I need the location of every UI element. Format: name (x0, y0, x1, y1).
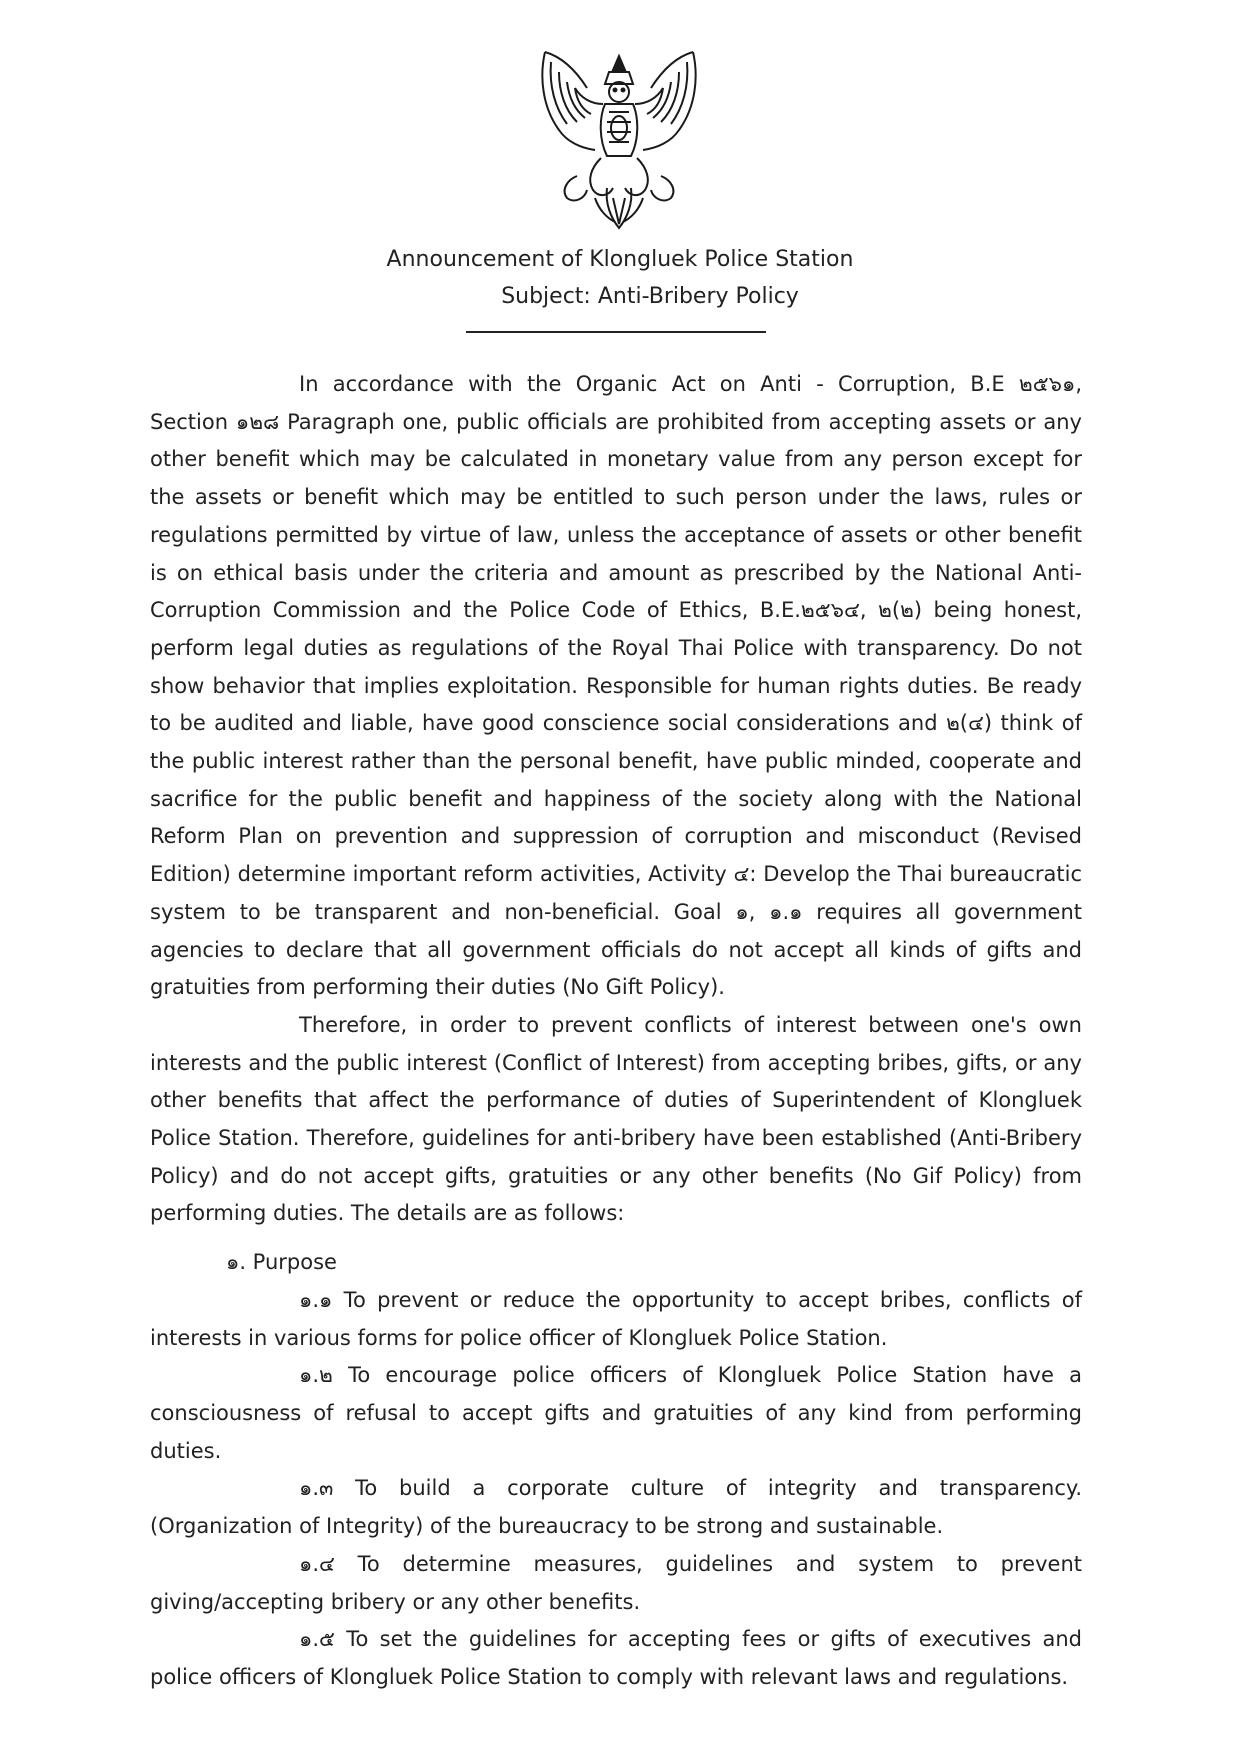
garuda-emblem-icon (537, 48, 701, 233)
purpose-item-3: ๑.๓ To build a corporate culture of integrity and transparency. (Organization of Integrity) of the bureaucracy to be strong and sustainable. (150, 1476, 1082, 1539)
preamble-paragraph: In accordance with the Organic Act on Anti - Corruption, B.E ๒๕๖๑, Section ๑๒๘ Paragraph one, public officials are prohibited from accepting assets or any other benefit which may be calculated in monetary value from any person except for the assets or benefit which may be entitled to such person under the laws, rules or regulations permitted by virtue of law, unless the acceptance of assets or other benefit is on ethical basis under the criteria and amount as prescribed by the National Anti-Corruption Commission and the Police Code of Ethics, B.E.๒๕๖๔, ๒(๒) being honest, perform legal duties as regulations of the Royal Thai Police with transparency. Do not show behavior that implies exploitation. Responsible for human rights duties. Be ready to be audited and liable, have good conscience social considerations and ๒(๔) think of the public interest rather than the personal benefit, have public minded, cooperate and sacrifice for the public benefit and happiness of the society along with the National Reform Plan on prevention and suppression of corruption and misconduct (Revised Edition) determine important reform activities, Activity ๔: Develop the Thai bureaucratic system to be transparent and non-beneficial. Goal ๑, ๑.๑ requires all government agencies to declare that all government officials do not accept all kinds of gifts and gratuities from performing their duties (No Gift Policy). (150, 372, 1082, 1000)
purpose-item-2: ๑.๒ To encourage police officers of Klongluek Police Station have a consciousness of refusal to accept gifts and gratuities of any kind from performing duties. (150, 1363, 1082, 1463)
section-heading-purpose: ๑. Purpose (226, 1250, 337, 1275)
rationale-paragraph: Therefore, in order to prevent conflicts of interest between one's own interests and the public interest (Conflict of Interest) from accepting bribes, gifts, or any other benefits that affect the performance of duties of Superintendent of Klongluek Police Station. Therefore, guidelines for anti-bribery have been established (Anti-Bribery Policy) and do not accept gifts, gratuities or any other benefits (No Gif Policy) from performing duties. The details are as follows: (150, 1012, 1082, 1226)
purpose-item-1: ๑.๑ To prevent or reduce the opportunity to accept bribes, conflicts of interests in various forms for police officer of Klongluek Police Station. (150, 1287, 1082, 1350)
document-body (150, 366, 1082, 1697)
purpose-item-4: ๑.๔ To determine measures, guidelines and system to prevent giving/accepting bribery or any other benefits. (150, 1551, 1082, 1614)
announcement-title: Announcement of Klongluek Police Station (386, 247, 854, 272)
purpose-item-5: ๑.๕ To set the guidelines for accepting fees or gifts of executives and police officers of Klongluek Police Station to comply with relevant laws and regulations. (150, 1627, 1082, 1689)
title-underline (466, 331, 766, 333)
subject-line: Subject: Anti-Bribery Policy (501, 284, 799, 309)
